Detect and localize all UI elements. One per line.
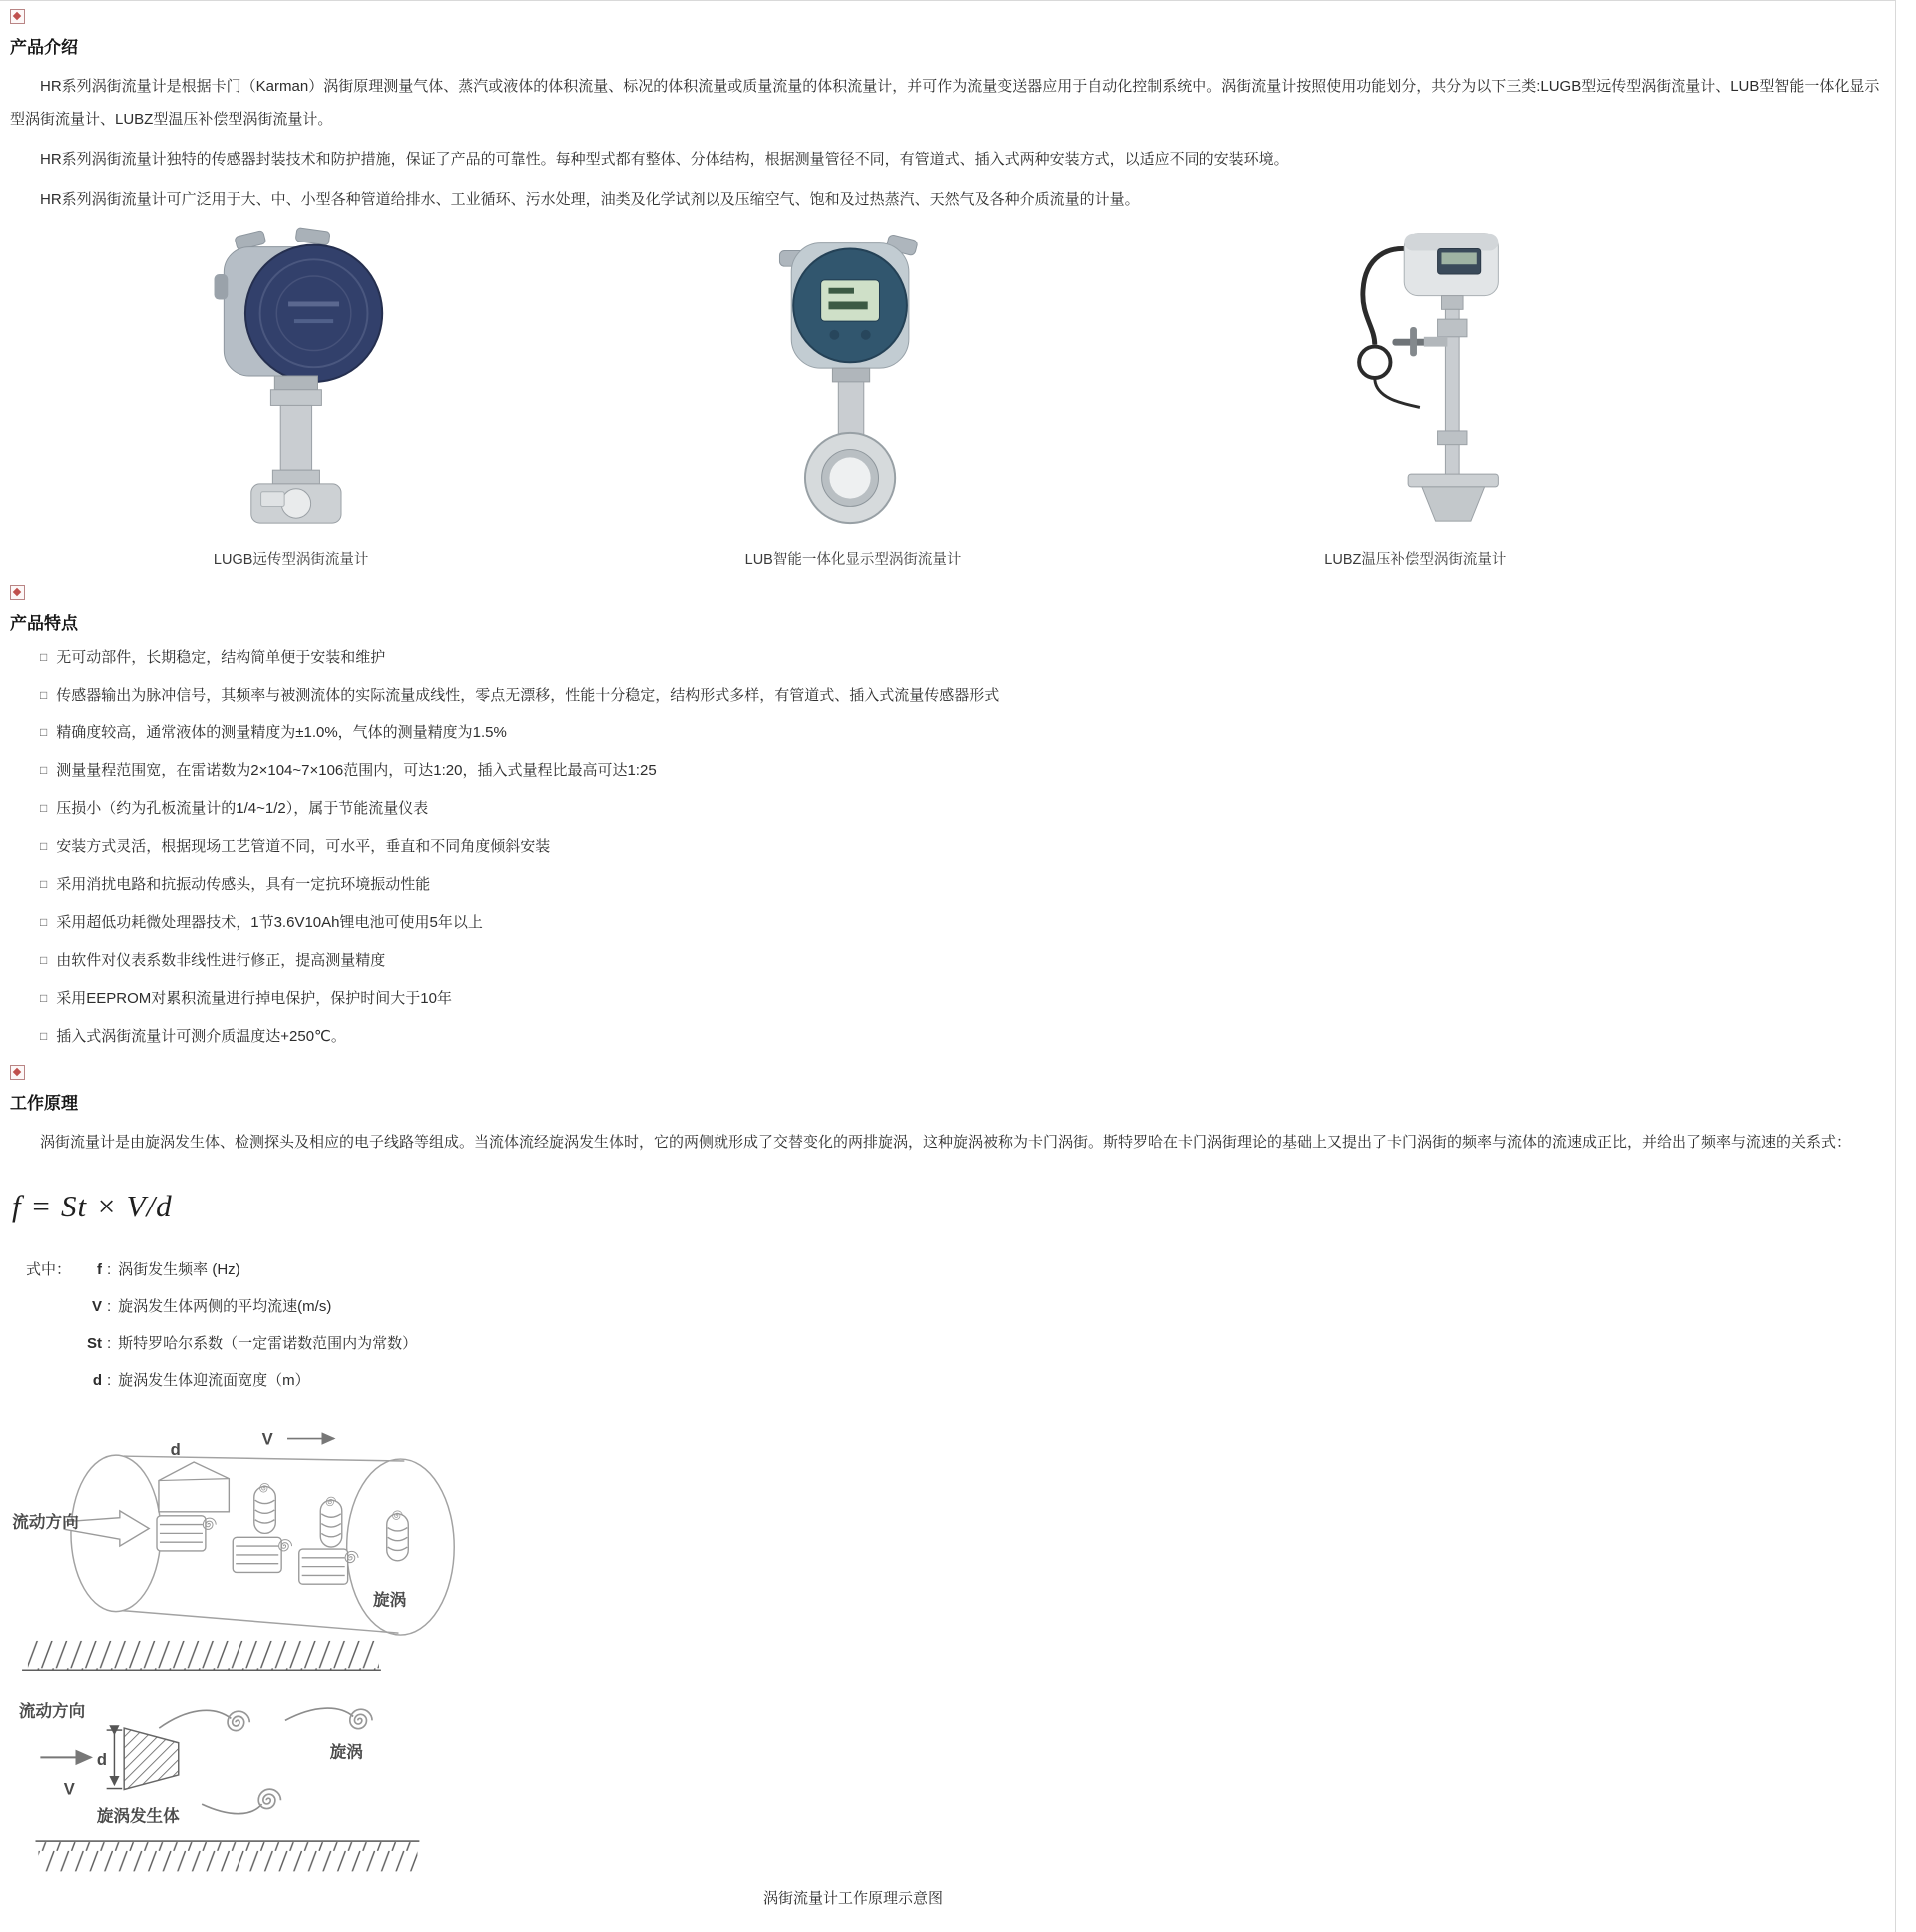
feature-item: [40, 873, 1885, 894]
broken-image-icon: [10, 1065, 25, 1080]
feature-text: 压损小（约为孔板流量计的1/4~1/2），属于节能流量仪表: [56, 800, 429, 817]
flow-direction-label: 流动方向: [18, 1701, 86, 1721]
features-list: [10, 646, 1885, 1046]
stem: [280, 405, 311, 470]
d-label: d: [96, 1750, 108, 1770]
section-features: [10, 583, 1885, 1046]
stem: [838, 382, 863, 439]
products-row: [10, 226, 1696, 569]
feature-text: 由软件对仪表系数非线性进行修正，提高测量精度: [56, 952, 386, 969]
square-bullet-icon: □: [40, 839, 48, 853]
broken-image-icon: [10, 9, 25, 24]
feature-item: [40, 722, 1885, 742]
features-heading: 产品特点: [10, 614, 78, 633]
square-bullet-icon: □: [40, 953, 48, 967]
velocity-label: V: [63, 1779, 75, 1799]
definition-term: d: [92, 1372, 102, 1389]
intro-paragraph-3: HR系列涡街流量计可广泛用于大、中、小型各种管道给排水、工业循环、污水处理，油类及化学试剂以及压缩空气、饱和及过热蒸汽、天然气及各种介质流量的计量。: [40, 191, 1140, 208]
transmitter-cap: [245, 245, 382, 382]
feature-text: 采用超低功耗微处理器技术，1节3.6V10Ah锂电池可使用5年以上: [56, 914, 483, 931]
square-bullet-icon: □: [40, 1029, 48, 1043]
feature-item: [40, 911, 1885, 932]
flange: [1408, 474, 1498, 487]
definition-desc: 旋涡发生体两侧的平均流速(m/s): [118, 1298, 332, 1315]
square-bullet-icon: □: [40, 763, 48, 777]
square-bullet-icon: □: [40, 650, 48, 664]
principle-paragraph: 涡街流量计是由旋涡发生体、检测探头及相应的电子线路等组成。当流体流经旋涡发生体时，它的两侧就形成了交替变化的两排旋涡，这种旋涡被称为卡门涡街。斯特罗哈在卡门涡街理论的基础上又提出了卡门涡街的频率与流体的流速成正比，并给出了频率与流速的关系式：: [40, 1134, 1852, 1151]
definition-separator: :: [107, 1335, 112, 1352]
formula-definition-row: [26, 1369, 1885, 1390]
vortex-shedder: [159, 1462, 229, 1512]
definition-separator: :: [107, 1261, 112, 1278]
conduit: [295, 228, 330, 245]
product-image-lub: [740, 226, 966, 529]
vortex-swirl: [202, 1804, 261, 1814]
feature-text: 采用消扰电路和抗振动传感头，具有一定抗环境振动性能: [56, 876, 431, 893]
broken-image-icon: [10, 585, 25, 600]
feature-item: [40, 646, 1885, 667]
feature-text: 采用EEPROM对累积流量进行掉电保护，保护时间大于10年: [56, 990, 452, 1007]
flow-direction-label: 流动方向: [12, 1512, 79, 1532]
square-bullet-icon: □: [40, 877, 48, 891]
definition-prefix: 式中：: [26, 1261, 72, 1278]
feature-item: [40, 684, 1885, 705]
feature-text: 无可动部件，长期稳定，结构简单便于安装和维护: [56, 649, 386, 666]
feature-text: 传感器输出为脉冲信号，其频率与被测流体的实际流量成线性，零点无漂移，性能十分稳定，结构形式多样，有管道式、插入式流量传感器形式: [56, 687, 1000, 704]
product-image-lubz: [1302, 226, 1528, 529]
shedder-label: 旋涡发生体: [96, 1806, 180, 1826]
product-image-lugb: [179, 226, 404, 529]
feature-text: 插入式涡街流量计可测介质温度达+250℃。: [56, 1028, 346, 1045]
formula-definition-row: [26, 1332, 1885, 1353]
principle-heading: 工作原理: [10, 1094, 78, 1113]
definition-term: St: [87, 1335, 102, 1352]
square-bullet-icon: □: [40, 688, 48, 702]
square-bullet-icon: □: [40, 915, 48, 929]
formula: f = St × V/d: [12, 1189, 173, 1223]
intro-paragraph-2: HR系列涡街流量计独特的传感器封装技术和防护措施，保证了产品的可靠性。每种型式都有整体、分体结构，根据测量管径不同，有管道式、插入式两种安装方式，以适应不同的安装环境。: [40, 151, 1289, 168]
ground-hatching: [38, 1842, 417, 1871]
working-diagram-shedder: [10, 1695, 479, 1885]
product-figure-lugb: [10, 226, 572, 569]
formula-definition-row: [26, 1295, 1885, 1316]
definition-separator: :: [107, 1372, 112, 1389]
capillary-coil: [1359, 347, 1390, 378]
definition-desc: 斯特罗哈尔系数（一定雷诺数范围内为常数）: [118, 1335, 418, 1352]
vortex-swirl: [159, 1710, 231, 1728]
feature-item: [40, 797, 1885, 818]
product-figure-lub: [572, 226, 1134, 569]
feature-item: [40, 949, 1885, 970]
definition-term: V: [91, 1298, 102, 1315]
working-diagram-pipe: [10, 1418, 479, 1682]
feature-text: 测量量程范围宽，在雷诺数为2×104~7×106范围内，可达1:20，插入式量程比最高可达1:25: [56, 762, 657, 779]
product-caption-lub: LUB智能一体化显示型涡街流量计: [744, 552, 962, 568]
definition-desc: 旋涡发生体迎流面宽度（m）: [118, 1372, 310, 1389]
feature-item: [40, 835, 1885, 856]
square-bullet-icon: □: [40, 991, 48, 1005]
product-figure-lubz: [1135, 226, 1696, 569]
product-caption-lubz: LUBZ温压补偿型涡街流量计: [1324, 552, 1507, 568]
feature-item: [40, 1025, 1885, 1046]
working-principle-diagrams: [10, 1418, 1885, 1908]
vortex-label: 旋涡: [329, 1742, 363, 1762]
product-caption-lugb: LUGB远传型涡街流量计: [213, 552, 369, 568]
square-bullet-icon: □: [40, 801, 48, 815]
vortex-swirl: [285, 1708, 353, 1720]
definition-desc: 涡街发生频率 (Hz): [118, 1261, 240, 1278]
section-intro: [10, 7, 1885, 569]
lcd-display: [821, 280, 880, 321]
section-principle: [10, 1063, 1885, 1908]
feature-text: 精确度较高，通常液体的测量精度为±1.0%，气体的测量精度为1.5%: [56, 724, 507, 741]
intro-paragraph-1: HR系列涡街流量计是根据卡门（Karman）涡街原理测量气体、蒸汽或液体的体积流量、标况的体积流量或质量流量的体积流量计，并可作为流量变送器应用于自动化控制系统中。涡街流量计按照使用功能划分，共分为以下三类:LUGB型远传型涡街流量计、LUB型智能一体化显示型涡街流量计、LUBZ型温压补偿型涡街流量计。: [10, 78, 1880, 128]
feature-item: [40, 759, 1885, 780]
definition-term: f: [97, 1261, 102, 1278]
formula-definition-row: [26, 1258, 1885, 1279]
ground-hatching: [28, 1641, 379, 1670]
vortex-label: 旋涡: [373, 1590, 407, 1610]
square-bullet-icon: □: [40, 725, 48, 739]
intro-heading: 产品介绍: [10, 38, 78, 57]
diagram-caption: 涡街流量计工作原理示意图: [762, 1890, 943, 1907]
d-label: d: [170, 1440, 181, 1460]
vortex-shedder: [124, 1728, 179, 1789]
velocity-label: V: [261, 1429, 273, 1449]
feature-text: 安装方式灵活，根据现场工艺管道不同，可水平，垂直和不同角度倾斜安装: [56, 838, 551, 855]
definition-separator: :: [107, 1298, 112, 1315]
feature-item: [40, 987, 1885, 1008]
